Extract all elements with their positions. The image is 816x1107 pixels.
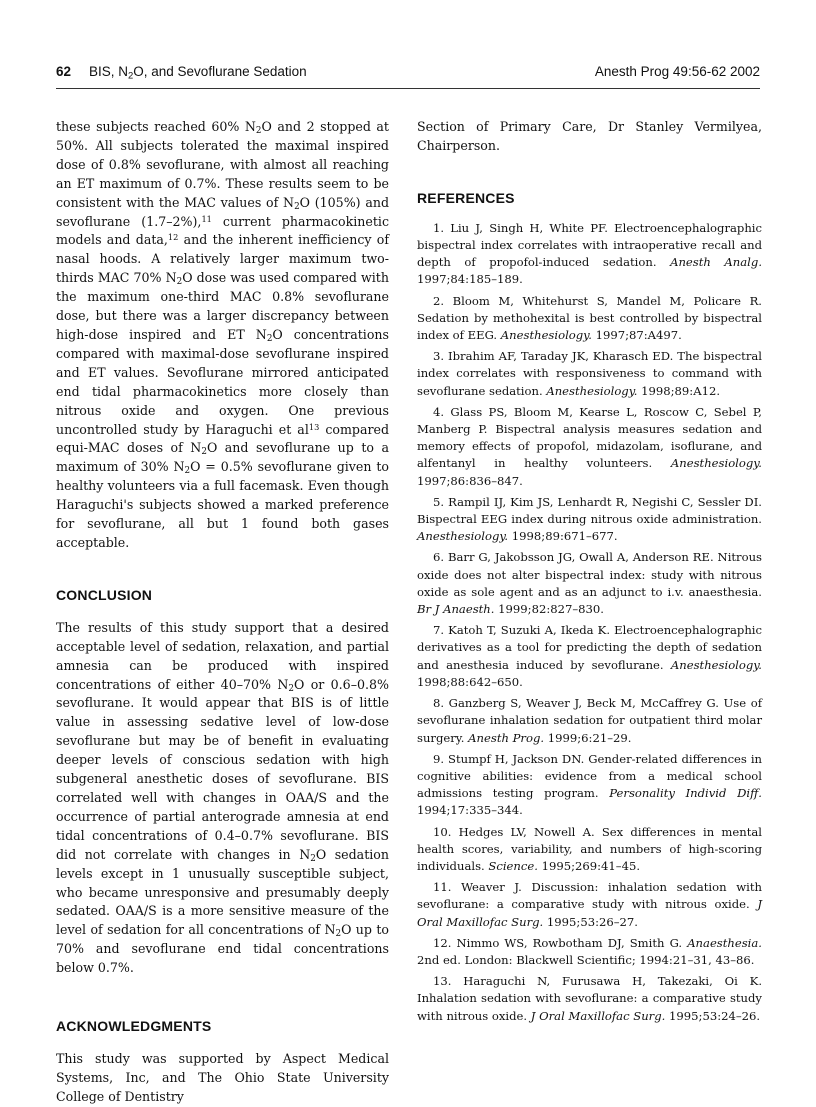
reference-item: 5. Rampil IJ, Kim JS, Lenhardt R, Negishi C, Sessler DI. Bispectral EEG index during nitrous oxide administration. Anesthesiology. 1998;89:671–677. bbox=[417, 494, 762, 544]
reference-item: 4. Glass PS, Bloom M, Kearse L, Roscow C, Sebel P, Manberg P. Bispectral analysis measures sedation and memory effects of propofol, midazolam, isoflurane, and alfentanyl in healthy volunteers. Anesthesiology. 1997;86:836–847. bbox=[417, 404, 762, 488]
header-rule bbox=[56, 88, 760, 89]
acknowledgments-paragraph: This study was supported by Aspect Medical Systems, Inc, and The Ohio State University College of Dentistry bbox=[56, 1051, 389, 1104]
reference-item: 9. Stumpf H, Jackson DN. Gender-related differences in cognitive abilities: evidence from a medical school admissions testing program. Personality Individ Diff. 1994;17:335–344. bbox=[417, 751, 762, 818]
reference-item: 7. Katoh T, Suzuki A, Ikeda K. Electroencephalographic derivatives as a tool for predicting the depth of sedation and anesthesia induced by sevoflurane. Anesthesiology. 1998;88:642–650. bbox=[417, 623, 762, 689]
conclusion-heading: CONCLUSION bbox=[56, 586, 153, 603]
reference-item: 3. Ibrahim AF, Taraday JK, Kharasch ED. The bispectral index correlates with responsiveness to command with sevoflurane sedation. Anesthesiology. 1998;89:A12. bbox=[417, 349, 762, 398]
acknowledgments-continued: Section of Primary Care, Dr Stanley Vermilyea, Chairperson. bbox=[417, 119, 762, 153]
acknowledgments-heading: ACKNOWLEDGMENTS bbox=[56, 1018, 212, 1035]
references-heading: REFERENCES bbox=[417, 189, 515, 206]
reference-item: 6. Barr G, Jakobsson JG, Owall A, Anderson RE. Nitrous oxide does not alter bispectral index: study with nitrous oxide as sole agent and as an adjunct to i.v. anaesthesia. Br J Anaesth. 1999;82:827–830. bbox=[417, 550, 762, 617]
reference-item: 11. Weaver J. Discussion: inhalation sedation with sevoflurane: a comparative study with nitrous oxide. J Oral Maxillofac Surg. 1995;53:26–27. bbox=[417, 880, 762, 929]
reference-item: 12. Nimmo WS, Rowbotham DJ, Smith G. Anaesthesia. 2nd ed. London: Blackwell Scientific; 1994:21–31, 43–86. bbox=[417, 935, 762, 967]
running-header bbox=[56, 64, 760, 86]
reference-item: 13. Haraguchi N, Furusawa H, Takezaki, Oi K. Inhalation sedation with sevoflurane: a comparative study with nitrous oxide. J Oral Maxillofac Surg. 1995;53:24–26. bbox=[417, 974, 762, 1023]
right-column bbox=[417, 118, 762, 1029]
reference-list bbox=[417, 220, 762, 1025]
left-column bbox=[56, 118, 389, 1107]
journal-citation: Anesth Prog 49:56-62 2002 bbox=[594, 64, 760, 79]
running-title: BIS, $N_2O$, and Sevoflurane Sedation bbox=[89, 64, 307, 82]
reference-item: 8. Ganzberg S, Weaver J, Beck M, McCaffrey G. Use of sevoflurane inhalation sedation for outpatient third molar surgery. Anesth Prog. 1999;6:21–29. bbox=[417, 696, 762, 745]
reference-item: 10. Hedges LV, Nowell A. Sex differences in mental health scores, variability, and numbers of high-scoring individuals. Science. 1995;269:41–45. bbox=[417, 824, 762, 873]
reference-item: 1. Liu J, Singh H, White PF. Electroencephalographic bispectral index correlates with intraoperative recall and depth of propofol-induced sedation. Anesth Analg. 1997;84:185–189. bbox=[417, 220, 762, 287]
discussion-paragraph: these subjects reached 60% $N_2O$ and 2 stopped at 50%. All subjects tolerated the maximal inspired dose of 0.8% sevoflurane, with almost all reaching an ET maximum of 0.7%. These results seem to be consistent with the MAC values of $N_2O$ (105%) and sevoflurane (1.7–2%),$^{11}$ current pharmacokinetic models and data,$^{12}$ and the inherent inefficiency of nasal hoods. A relatively larger maximum two-thirds MAC 70% $N_2O$ dose was used compared with the maximum one-third MAC 0.8% sevoflurane dose, but there was a larger discrepancy between high-dose inspired and ET $N_2O$ concentrations compared with maximal-dose sevoflurane inspired and ET values. Sevoflurane mirrored anticipated end tidal pharmacokinetics more closely than nitrous oxide and oxygen. One previous uncontrolled study by Haraguchi et $al^{13}$ compared equi-MAC doses of $N_2O$ and sevoflurane up to a maximum of 30% $N_2O = 0.5\%$ sevoflurane given to healthy volunteers via a full facemask. Even though Haraguchi's subjects showed a marked preference for sevoflurane, all but 1 found both gases acceptable. bbox=[56, 119, 390, 550]
page-number: 62 bbox=[56, 64, 72, 79]
reference-item: 2. Bloom M, Whitehurst S, Mandel M, Policare R. Sedation by methohexital is best controlled by bispectral index of EEG. Anesthesiology. 1997;87:A497. bbox=[417, 293, 762, 343]
conclusion-paragraph: The results of this study support that a desired acceptable level of sedation, relaxation, and partial amnesia can be produced with inspired concentrations of either 40–70% $N_2O$ or 0.6–0.8% sevoflurane. It would appear that BIS is of little value in assessing sedative level of low-dose sevoflurane but may be of benefit in evaluating deeper levels of conscious sedation with high subgeneral anesthetic doses of sevoflurane. BIS correlated well with changes in OAA/S and the occurrence of partial anterograde amnesia at end tidal concentrations of 0.4–0.7% sevoflurane. BIS did not correlate with changes in $N_2O$ sedation levels except in 1 unusually susceptible subject, who became unresponsive and presumably deeply sedated. OAA/S is a more sensitive measure of the level of sedation for all concentrations of $N_2O$ up to 70% and sevoflurane end tidal concentrations below 0.7%. bbox=[56, 619, 389, 976]
